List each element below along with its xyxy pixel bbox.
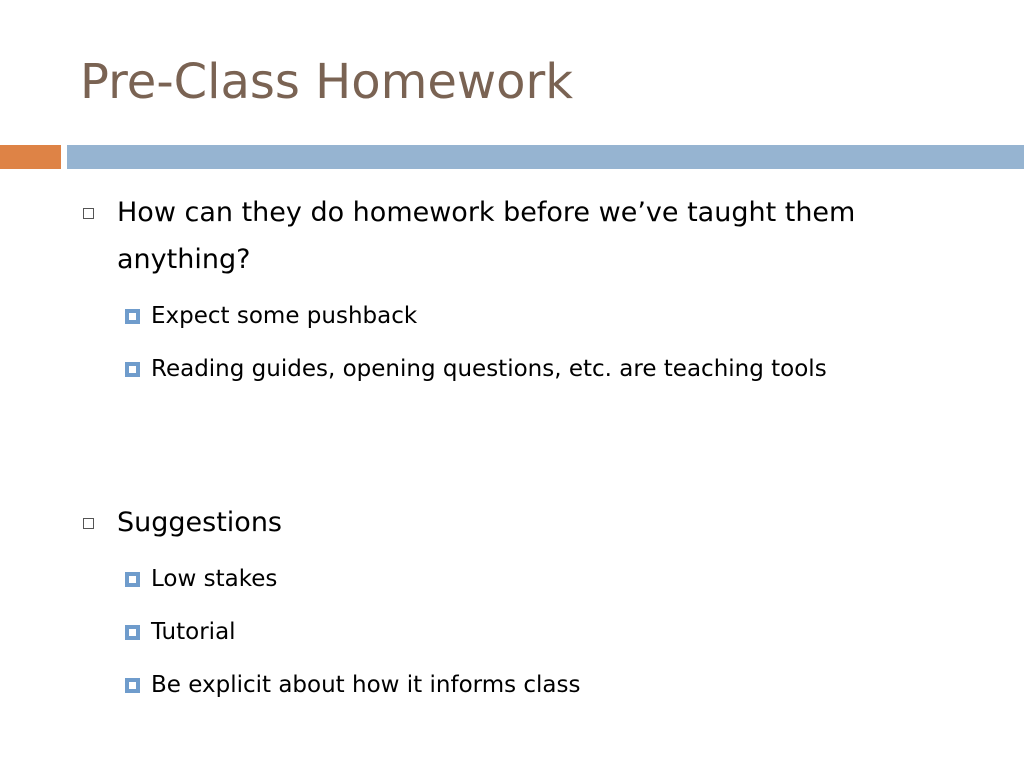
bullet-text: How can they do homework before we’ve taught them anything? bbox=[117, 197, 856, 275]
sub-bullet-text: Tutorial bbox=[151, 619, 236, 645]
sub-bullet-text: Be explicit about how it informs class bbox=[151, 672, 581, 698]
hollow-square-bullet-icon bbox=[83, 518, 94, 529]
sub-bullet-text: Reading guides, opening questions, etc. are teaching tools bbox=[151, 356, 827, 382]
sub-bullet-text: Expect some pushback bbox=[151, 303, 418, 329]
square-bullet-icon bbox=[125, 625, 140, 640]
sub-bullet-text: Low stakes bbox=[151, 566, 278, 592]
bullet-text: Suggestions bbox=[117, 507, 282, 538]
square-bullet-icon bbox=[125, 572, 140, 587]
square-bullet-icon bbox=[125, 309, 140, 324]
hollow-square-bullet-icon bbox=[83, 208, 94, 219]
square-bullet-icon bbox=[125, 678, 140, 693]
slide-title: Pre-Class Homework bbox=[80, 54, 574, 110]
square-bullet-icon bbox=[125, 362, 140, 377]
